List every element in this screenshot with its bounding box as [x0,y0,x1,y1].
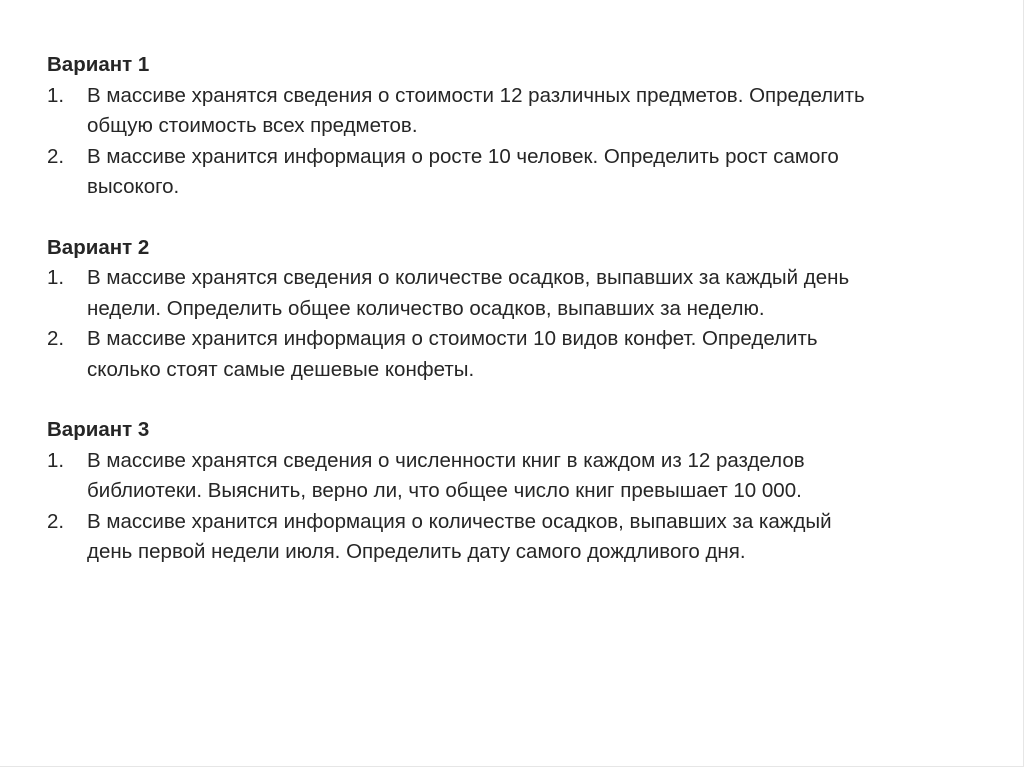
task-text [87,507,987,568]
task-item [47,142,987,203]
task-list [47,263,987,385]
task-list [47,81,987,203]
task-text [87,81,987,142]
task-text-line: общую стоимость всех предметов. [87,114,418,137]
task-number: 1. [47,83,65,107]
task-text-line: недели. Определить общее количество осадков, выпавших за неделю. [87,296,765,320]
variant-title: Вариант 2 [47,235,150,259]
task-item [47,324,987,385]
task-number: 2. [47,509,65,533]
task-number: 2. [47,144,65,168]
task-text [87,263,987,324]
variant-1 [47,50,987,203]
slide-content [47,50,987,598]
task-text-line: В массиве хранятся сведения о численности книг в каждом из 12 разделов [87,448,805,472]
task-text-line: сколько стоят самые дешевые конфеты. [87,357,475,381]
task-text-line: В массиве хранится информация о количестве осадков, выпавших за каждый [87,509,832,533]
variant-2 [47,233,987,386]
variant-3 [47,415,987,568]
task-item [47,446,987,507]
task-text-line: В массиве хранится информация о стоимости 10 видов конфет. Определить [87,327,818,350]
task-text [87,324,987,385]
task-text [87,142,987,203]
task-item [47,507,987,568]
task-text-line: высокого. [87,175,180,198]
task-item [47,263,987,324]
task-text-line: В массиве хранится информация о росте 10 человек. Определить рост самого [87,144,839,168]
task-list [47,446,987,568]
task-text [87,446,987,507]
task-text-line: В массиве хранятся сведения о количестве осадков, выпавших за каждый день [87,266,850,289]
variant-title: Вариант 3 [47,418,150,441]
task-number: 1. [47,266,65,289]
variant-title: Вариант 1 [47,53,150,76]
task-text-line: день первой недели июля. Определить дату самого дождливого дня. [87,540,746,563]
task-text-line: В массиве хранятся сведения о стоимости 12 различных предметов. Определить [87,83,865,107]
task-number: 2. [47,327,65,350]
task-item [47,81,987,142]
task-text-line: библиотеки. Выяснить, верно ли, что общее число книг превышает 10 000. [87,479,802,502]
task-number: 1. [47,448,65,472]
